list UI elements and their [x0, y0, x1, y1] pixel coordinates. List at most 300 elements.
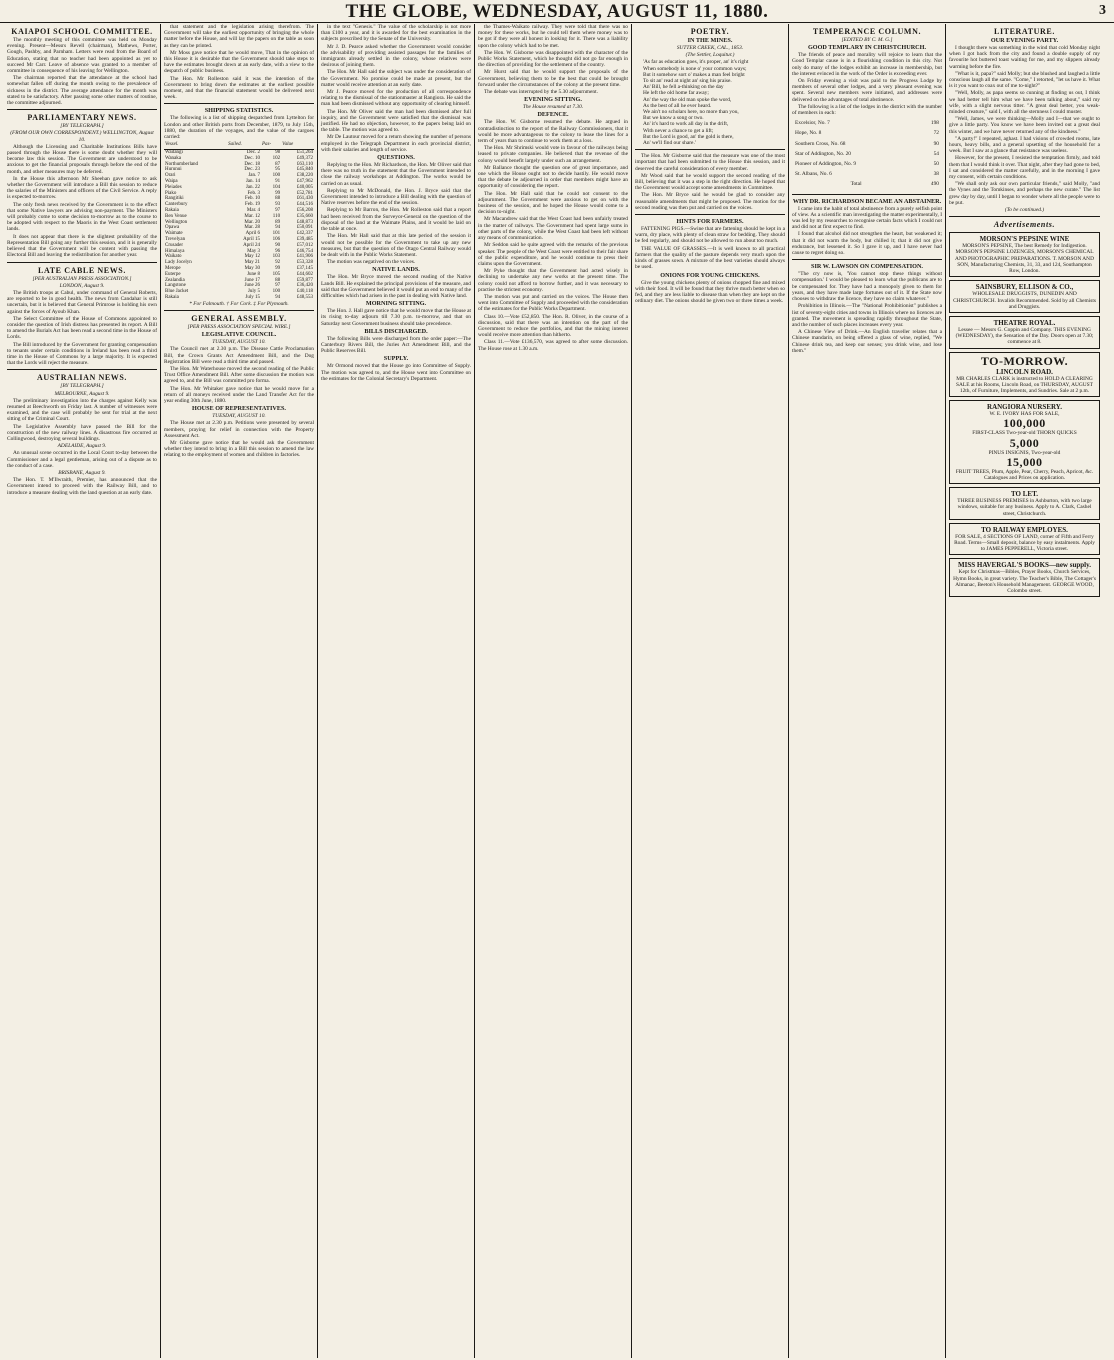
column-4: [475, 24, 632, 1358]
table-cell: 97: [275, 283, 281, 289]
poem-line: But we know a song or two.: [643, 115, 704, 122]
article-paragraph: Mr Moss gave notice that he would move, That in the opinion of this House it is desirable that the Government should take steps to have the estimates brought down at an early date, with a view to the despatch of public business.: [164, 49, 314, 75]
advert-body: FIRST-CLASS Two-year-old THORN QUICKS: [972, 430, 1077, 437]
advert-subtitle: MORSON'S PEPSINE, The best Remedy for Indigestion.: [962, 243, 1087, 250]
table-cell: Rakaia: [165, 208, 179, 214]
article-paragraph: The following is a list of the lodges in the district with the number of members in each:: [792, 103, 942, 117]
table-cell: Jan. 22: [245, 184, 260, 190]
article-paragraph: The Hon. Mr Gisborne said that the measure was one of the most important that had been submitted to the House this session, and it deserved the careful consideration of every member.: [635, 153, 785, 172]
headline-legislative-council: LEGISLATIVE COUNCIL.: [201, 331, 277, 339]
article-paragraph: The chairman reported that the attendance at the school had somewhat fallen off during the month owing to the prevalence of sickness in the district. The average attendance for the month was stated to be satisfactory. After passing some other matters of routine, the committee adjourned.: [7, 75, 157, 107]
table-cell: £47,962: [296, 179, 313, 185]
article-paragraph: I found that alcohol did not strengthen the heart, but weakened it; that it did not warm the body, but chilled it; that it did not give endurance, but lessened it. So I gave it up, and I have never had cause to regret doing so.: [792, 231, 942, 257]
table-cell: Canterbury: [165, 202, 188, 208]
table-cell: Star of Addington, No. 20: [795, 150, 852, 157]
table-cell: July 5: [247, 289, 260, 295]
table-cell: 103: [272, 254, 281, 260]
headline-bills-discharged: BILLS DISCHARGED.: [364, 327, 428, 335]
table-footnote: * For Falmouth. † For Cork. ‡ For Plymouth.: [189, 300, 289, 307]
article-paragraph: The Hon. Mr Bryce moved the second reading of the Native Lands Bill. He explained the principal provisions of the measure, and said that the Government believed it would put an end to many of the difficulties which had arisen in the past in dealing with Native land.: [321, 274, 471, 299]
article-paragraph: "The cry now is, 'You cannot stop these things without compensation.' I would be pleased to learn what the publicans are to be compensated for. They have had a monopoly given to them for years, and they have made large fortunes out of it. If the State now chooses to withdraw the licence, they have no claim whatever.": [792, 271, 942, 303]
table-cell: £48,873: [296, 219, 313, 225]
table-cell: Feb. 10: [244, 196, 260, 202]
table-cell: 91: [275, 179, 281, 185]
table-cell: St. Albans, No. 6: [795, 171, 832, 178]
advert-body: THREE BUSINESS PREMISES in Ashburton, with two large windows, suitable for any business. Apply to A. Clark, Cashel street, Christchurch.: [957, 498, 1092, 517]
headline-morning-sitting: MORNING SITTING.: [365, 300, 427, 308]
article-paragraph: The only fresh news received by the Government is to the effect that some Native lawyers are advising non-payment. The Ministers will probably come to some decision to-morrow as to the course to be adopted with respect to the Maoris in the West Coast settlement lands.: [7, 201, 157, 233]
article-paragraph: The motion was put and carried on the voices. The House then went into Committee of Supply and proceeded with the consideration of the estimates for the Public Works Department.: [478, 293, 628, 313]
table-cell: Waikato: [165, 254, 182, 260]
table-cell: 93: [275, 202, 281, 208]
table-cell: 98: [275, 150, 281, 156]
poem-line: We ain't no scholars here, no more than you,: [643, 109, 739, 116]
article-paragraph: "What is it, papa?" said Molly; but she blushed and laughed a little conscious laugh all the same. "Come," I retorted, "let us have it. What is it you want to coax out of me to-night?": [949, 70, 1100, 90]
table-cell: May 3: [247, 248, 260, 254]
section-divider: [792, 259, 942, 260]
advert-figure: 5,000: [1009, 435, 1040, 450]
section-divider: [635, 149, 785, 150]
advert-theatre: [949, 316, 1100, 349]
table-cell: 92: [275, 260, 281, 266]
article-paragraph: THE VALUE OF GRASSES.—It is well known to all practical farmers that the quality of the pasture depends very much upon the kinds of grasses sown. A mixture of the best varieties should always be used.: [635, 245, 785, 271]
article-paragraph: The motion was negatived on the voices.: [327, 259, 416, 266]
column-6: [789, 24, 946, 1358]
headline-temperance: TEMPERANCE COLUMN.: [812, 27, 922, 36]
table-row: [794, 150, 940, 158]
advert-railway: [949, 523, 1100, 556]
section-divider: [164, 103, 314, 104]
table-cell: Jan. 7: [248, 173, 260, 179]
table-cell: £46,754: [296, 248, 313, 254]
article-paragraph: Mr Seddon said he quite agreed with the remarks of the previous speaker. The people of the West Coast were entitled to their fair share of the public expenditure, and he would continue to press their claims upon the Government.: [478, 242, 628, 267]
headline-literature: LITERATURE.: [994, 27, 1055, 36]
table-cell: Lady Jocelyn: [165, 260, 192, 266]
poem-line: He left the old home far away;: [643, 90, 709, 97]
article-paragraph: The Select Committee of the House of Commons appointed to consider the question of Irish distress has presented its report. A Bill to amend the Burials Act has been read a second time in the House of Lords.: [7, 315, 157, 341]
table-cell: £44,602: [296, 271, 313, 277]
article-paragraph: Mr Hurst said that he would support the proposals of the Government, believing them to be the best that could be brought forward under the circumstances of the colony at the present time.: [478, 69, 628, 88]
table-cell: Mar. 12: [244, 213, 260, 219]
table-row: [794, 129, 940, 137]
table-cell: Southern Cross, No. 68: [795, 140, 846, 147]
table-cell: 50: [933, 161, 939, 168]
subhead: [BY TELEGRAPH.]: [60, 123, 104, 130]
poem-line: An' we'll find our share.': [643, 140, 696, 147]
advert-subtitle: W. E. IVORY HAS FOR SALE,: [989, 411, 1060, 418]
table-cell: Dec. 2: [246, 150, 260, 156]
article-paragraph: the Thames-Waikato railway. They were told that there was no money for these works, but he could tell them where money was to be got if they were all honest in looking for it. There was a liability upon the colony which had to be met.: [478, 24, 628, 49]
advert-body: Lessee — Messrs G. Coppin and Company. THIS EVENING (WEDNESDAY), the Sensation of the Day. Doors open at 7.30; commence at 8.: [955, 326, 1094, 346]
article-paragraph: Give the young chickens plenty of onions chopped fine and mixed with their food. It will be found that they thrive much better when so fed, and they are less liable to disease than when they are kept on the ordinary diet. The onions should be given two or three times a week.: [635, 279, 785, 305]
table-cell: £40,005: [296, 184, 313, 190]
newspaper-title: THE GLOBE, WEDNESDAY, AUGUST 11, 1880.: [345, 1, 769, 22]
table-cell: 87: [275, 161, 281, 167]
article-paragraph: The friends of peace and morality will rejoice to learn that the Good Templar cause is in a flourishing condition in this city. Not only do many of the lodges exhibit an increase in membership, but the interest evinced in the work of the Order is exceeding ever.: [792, 52, 942, 77]
article-paragraph: Mr Gisborne gave notice that he would ask the Government whether they intend to bring in a Bill this session to amend the law relating to the employment of women and children in factories.: [164, 440, 314, 459]
article-paragraph: The Legislative Assembly have passed the Bill for the construction of the new railway lines. A disastrous fire occurred at Collingwood, destroying several buildings.: [7, 423, 157, 442]
article-paragraph: Prohibition in Illinois.—The "National Prohibitionist" publishes a list of seventy-eight cities and towns in Illinois where no licences are granted. The movement is spreading rapidly throughout the State, and the number of such places increases every year.: [792, 303, 942, 328]
section-divider: [949, 216, 1100, 217]
headline-defence: DEFENCE.: [537, 111, 569, 119]
poem-line: But it somehow sort o' makes a man feel bright: [643, 71, 745, 78]
section-divider: [7, 262, 157, 263]
dateline: TUESDAY, AUGUST 10.: [212, 413, 266, 420]
table-cell: Piako: [165, 190, 177, 196]
table-cell: April 6: [245, 231, 260, 237]
table-cell: Rakaia: [165, 294, 179, 300]
table-cell: Mar. 4: [246, 208, 260, 214]
table-cell: Dec. 18: [244, 161, 260, 167]
column-5: [632, 24, 789, 1358]
table-cell: £44,516: [296, 202, 313, 208]
table-cell: £35,660: [296, 213, 313, 219]
article-paragraph: A Chinese View of Drink.—An English traveller relates that a Chinese mandarin, on being offered a glass of wine, replied, "We Chinese drink tea, and keep our senses; you drink wine, and lose them.": [792, 329, 942, 354]
table-cell: £45,840: [296, 167, 313, 173]
table-cell: Zealandia: [165, 277, 185, 283]
table-header: Value: [281, 141, 314, 149]
table-cell: Pleiades: [165, 184, 182, 190]
headline-hints-for-farmers: HINTS FOR FARMERS.: [676, 218, 744, 226]
article-paragraph: The debate was interrupted by the 5.30 adjournment.: [484, 89, 598, 96]
article-paragraph: Although the Licensing and Charitable Institutions Bills have passed through the House there is some doubt whether they will become law this session. The Government are understood to be anxious to get the financial proposals through before the end of the month, and other measures may be deferred.: [7, 143, 157, 175]
headline-house-of-representatives: HOUSE OF REPRESENTATIVES.: [192, 405, 286, 413]
article-paragraph: The Hon. Mr Waterhouse moved the second reading of the Public Trust Office Amendment Bill. After some discussion the motion was agreed to, and the Bill was committed pro forma.: [164, 365, 314, 385]
headline-native-lands: NATIVE LANDS.: [372, 266, 420, 274]
table-cell: June 17: [244, 277, 260, 283]
advert-sainsbury: [949, 280, 1100, 313]
article-paragraph: It does not appear that there is the slightest probability of the Representation Bill going any further this session, and it is generally believed that the Government will be content with passing the Electoral Bill and leaving the redistribution for another year.: [7, 233, 157, 259]
poem-line: An' the way the old man spoke the word,: [643, 96, 732, 103]
article-paragraph: The Hon. Mr Hall said that at this late period of the session it would not be possible for the Government to take up any new measures, but that the question of the Otago Central Railway would be dealt with in the Public Works Statement.: [321, 233, 471, 258]
table-cell: £49,372: [296, 155, 313, 161]
table-cell: £39,485: [296, 237, 313, 242]
table-cell: Waimate: [165, 231, 183, 237]
column-7: [946, 24, 1103, 1358]
table-cell: £41,906: [296, 254, 313, 260]
article-paragraph: that statement and the legislation arising therefrom. The Government will take the earliest opportunity of bringing the whole matter before the House, and will lay the papers on the table as soon as they can be printed.: [164, 24, 314, 49]
poem-line: When somebody is none o' your common ways;: [643, 65, 747, 72]
article-paragraph: Mr J. D. Pearce asked whether the Government would consider the advisability of providing assisted passages for the families of immigrants already settled in the colony, whose relatives were desirous of joining them.: [321, 43, 471, 69]
table-cell: Northumberland: [165, 161, 199, 167]
table-row: [794, 180, 940, 188]
dateline: LONDON, August 9.: [59, 282, 105, 289]
table-cell: 88: [275, 196, 281, 202]
advert-title: SAINSBURY, ELLISON & CO.,: [975, 283, 1074, 292]
advert-title: TO LET.: [1011, 490, 1038, 499]
table-cell: 99: [275, 190, 281, 196]
table-cell: Langstone: [165, 283, 186, 289]
table-cell: Hope, No. 8: [795, 130, 822, 137]
table-cell: 72: [933, 130, 939, 137]
table-cell: Trevelyan: [165, 237, 186, 242]
article-paragraph: However, for the present, I resisted the temptation firmly, and told them that I would think it over. That night, after they had gone to bed, I sat and considered the matter carefully, and in the morning I gave my consent, with certain conditions.: [949, 155, 1100, 181]
table-cell: May 21: [244, 260, 260, 266]
article-paragraph: Class 11.—Vote £136,570, was agreed to after some discussion. The House rose at 1.30 a.m.: [478, 339, 628, 352]
advert-body: MR CHARLES CLARK is instructed to HOLD A CLEARING SALE at his Rooms, Lincoln Road, on THURSDAY, AUGUST 12th, of Furniture, Implements, and Sundries. Sale at 2 p.m.: [956, 375, 1093, 394]
article-paragraph: The Council met at 2.30 p.m. The Disease Cattle Proclamation Bill, the Crown Grants Act Amendment Bill, and the Dog Registration Bill were read a third time and passed.: [164, 346, 314, 365]
table-cell: May 30: [244, 265, 260, 271]
article-paragraph: The Hon. Mr Hall said the subject was under the consideration of the Government. No promise could be made at present, but the matter would receive attention at an early date.: [321, 69, 471, 88]
article-paragraph: The Hon. Mr Hall said that he could not consent to the adjournment. The Government were anxious to get on with the business of the session, and he hoped the House would come to a decision to-night.: [478, 190, 628, 216]
section-divider: [792, 194, 942, 195]
article-paragraph: Replying to the Hon. Mr Richardson, the Hon. Mr Oliver said that there was no truth in the statement that the Government intended to close the railway workshops at Addington. The works would be carried on as usual.: [321, 162, 471, 187]
table-cell: Crusader: [165, 242, 184, 248]
table-cell: 198: [930, 120, 939, 127]
table-header: Vessel.: [164, 141, 227, 149]
table-cell: £51,264: [296, 150, 313, 156]
table-cell: Euterpe: [165, 271, 181, 277]
article-paragraph: Replying to Mr McDonald, the Hon. J. Bryce said that the Government intended to introduce a Bill dealing with the question of Native reserves before the end of the session.: [321, 187, 471, 207]
article-paragraph: Mr De Lautour moved for a return showing the number of persons employed in the Telegraph Department in each provincial district, with their salaries and length of service.: [321, 134, 471, 153]
section-divider: [7, 369, 157, 370]
table-cell: 100: [272, 173, 281, 179]
advert-title: TO RAILWAY EMPLOYES.: [981, 525, 1068, 534]
headline-lawson: SIR W. LAWSON ON COMPENSATION.: [811, 263, 923, 271]
article-paragraph: I thought there was something in the wind that cold Monday night when I got back from the city and found a double supply of my favourite hot buttered toast waiting for me, and my slippers already warming before the fire.: [949, 45, 1100, 70]
table-cell: £40,118: [296, 289, 313, 295]
advert-nursery: [949, 400, 1100, 484]
section-divider: [164, 310, 314, 311]
advert-subtitle: LINCOLN ROAD.: [996, 367, 1053, 376]
article-paragraph: An unusual scene occurred in the Local Court to-day between the Commissioner and a legal gentleman, arising out of a dispute as to the conduct of a case.: [7, 450, 157, 469]
advert-morson: [949, 232, 1100, 277]
headline-good-templary: GOOD TEMPLARY IN CHRISTCHURCH.: [807, 44, 927, 52]
article-paragraph: in the text "Genesis." The value of the scholarship is not more than £100 a year, and it is awarded for the best examination in the subjects prescribed by the Senate of the University.: [321, 24, 471, 43]
article-paragraph: Mr J. Pearce moved for the production of all correspondence relating to the dismissal of the stationmaster at Rangiora. He said the man had been dismissed without any opportunity of clearing himself.: [321, 89, 471, 108]
advert-figure: 100,000: [1003, 416, 1046, 431]
column-3: [318, 24, 475, 1358]
table-cell: Waipa: [165, 179, 178, 185]
newspaper-columns: [4, 24, 1110, 1358]
table-cell: £52,781: [296, 190, 313, 196]
article-paragraph: Mr Macandrew said that the West Coast had been unfairly treated in the matter of railways. The Government had spent large sums in other parts of the colony, while the West Coast had been left without any means of communication.: [478, 216, 628, 242]
article-paragraph: The Bill introduced by the Government for granting compensation to tenants under certain conditions in Ireland has been read a third time in the House of Commons by a large majority. It is expected that the Lords will reject the measure.: [7, 341, 157, 367]
advert-title: THEATRE ROYAL.: [993, 318, 1056, 327]
table-cell: Pioneer of Addington, No. 9: [795, 161, 857, 168]
dateline: SUTTER CREEK, CAL., 1853.: [676, 45, 744, 51]
table-header: Pas-: [261, 141, 281, 149]
table-row: [794, 170, 940, 178]
table-cell: 89: [275, 219, 281, 225]
poem-line: To sit an' read at night an' sing his praise.: [643, 78, 732, 85]
column-2: [161, 24, 318, 1358]
table-cell: April 24: [243, 242, 260, 248]
advert-body: Kept for Christmas—Bibles, Prayer Books, Church Services, Hymn Books, in great variety. The Teacher's Bible, The Cottager's Almanac, Beeton's Household Management. GEORGE WOOD, Colombo street.: [953, 569, 1096, 594]
advert-body: FRUIT TREES, Plum, Apple, Pear, Cherry, Peach, Apricot, &c.: [955, 468, 1094, 475]
lodge-table: [792, 117, 942, 190]
table-cell: £56,208: [296, 208, 313, 214]
table-row: [794, 160, 940, 168]
article-paragraph: Replying to Mr Barron, the Hon. Mr Rolleston said that a report had been received from the Surveyor-General on the question of the disposal of the land at the Waimate Plains, and it would be laid on the table at once.: [321, 207, 471, 233]
table-cell: Feb. 19: [244, 202, 260, 208]
poem-line: With never a chance to get a lift;: [643, 127, 714, 134]
article-paragraph: "Well, James, we were thinking—Molly and I—that we ought to give a little party. You know we have been invited out a great deal this winter, and we have never returned any of the kindness.": [949, 116, 1100, 135]
headline-poetry: POETRY.: [690, 27, 730, 36]
dateline: BRISBANE, August 9.: [58, 469, 106, 476]
headline-supply: SUPPLY.: [383, 355, 409, 363]
column-1: [4, 24, 161, 1358]
table-cell: Wellington: [165, 219, 188, 225]
headline-advertisements: Advertisements.: [993, 220, 1056, 230]
article-paragraph: The British troops at Cabul, under command of General Roberts, are reported to be in good health. The news from Candahar is still uncertain, but it is believed that General Primrose is holding his own against the forces of Ayoub Khan.: [7, 289, 157, 315]
table-cell: July 15: [245, 294, 260, 300]
article-paragraph: The Hon. Mr Rolleston said it was the intention of the Government to bring down the estimates at the earliest possible moment, and that the financial statement would be delivered next week.: [164, 75, 314, 101]
lodge-table-body: [794, 119, 940, 178]
table-cell: 90: [933, 140, 939, 147]
table-row: [794, 140, 940, 148]
table-cell: May 12: [244, 254, 260, 260]
article-paragraph: Mr Ballance thought the question one of great importance, and one which the House ought not to decide hastily. He would move that the debate be adjourned in order that members might have an opportunity of considering the report.: [478, 164, 628, 190]
table-cell: June 8: [247, 271, 260, 277]
advert-body: PINUS INSIGNIS, Two-year-old: [988, 449, 1061, 456]
article-paragraph: "Well, Molly, as papa seems so cunning at finding us out, I think we had better tell him what we have been talking about," said my wife, with a slight nervous titter. "A great deal better, you weak-minded creature," said I, with all the sternness I could muster.: [949, 90, 1100, 116]
story-title: OUR EVENING PARTY.: [990, 37, 1059, 44]
table-cell: 94: [275, 294, 281, 300]
table-cell: £63,110: [296, 161, 313, 167]
article-paragraph: The following is a list of shipping despatched from Lyttelton for London and other British ports from December, 1879, to July 15th, 1880, the duration of the voyages, and the value of the cargoes carried:: [164, 115, 314, 141]
article-paragraph: The Hon. Mr Whitaker gave notice that he would move for a return of all moneys received under the Land Transfer Act for the year ending 30th June, 1880.: [164, 385, 314, 404]
table-cell: £61,430: [296, 196, 313, 202]
advert-to-let: [949, 487, 1100, 520]
article-paragraph: The Hon. Mr Bryce said he would be glad to consider any reasonable amendments that might be proposed. The motion for the second reading was then put and carried on the voices.: [635, 192, 785, 211]
shipping-table: [164, 141, 314, 301]
masthead: [0, 0, 1114, 23]
table-cell: Dec. 10: [244, 155, 260, 161]
dateline: MELBOURNE, August 9.: [54, 390, 110, 397]
article-paragraph: Mr Wood said that he would support the second reading of the Bill, believing that it was a step in the right direction. He hoped that the Government would accept some amendments in Committee.: [635, 172, 785, 192]
continued-note: (To be continued.): [1004, 207, 1045, 214]
table-cell: June 26: [244, 283, 260, 289]
table-header: Sailed.: [227, 141, 261, 149]
table-cell: Hurunui: [165, 167, 182, 173]
poem-line: An' Bill, he fell a-thinking on the day: [643, 84, 724, 91]
table-cell: Waitangi: [165, 150, 183, 156]
subhead: [PER PRESS ASSOCIATION SPECIAL WIRE.]: [187, 323, 291, 330]
advert-books: [949, 558, 1100, 597]
table-cell: £59,877: [296, 277, 313, 283]
table-cell: £38,220: [296, 173, 313, 179]
headline-questions: QUESTIONS.: [377, 154, 415, 162]
poem-line: An' it's hard to work all day in the drift,: [643, 121, 729, 128]
table-cell: 105: [272, 271, 281, 277]
poem-title: IN THE MINES.: [687, 37, 733, 44]
table-cell: 54: [933, 150, 939, 157]
table-cell: Opawa: [165, 225, 180, 231]
advert-footer: Catalogues and Prices on application.: [984, 474, 1065, 481]
page-number: 3: [1099, 3, 1106, 18]
table-cell: Merope: [165, 265, 181, 271]
table-cell: Dec. 23: [244, 167, 260, 173]
table-cell: 99: [275, 265, 281, 271]
table-row: [794, 119, 940, 127]
advert-body: WHOLESALE DRUGGISTS, DUNEDIN AND CHRISTCHURCH. Invalids Recommended. Sold by all Chemists and Druggists.: [953, 291, 1096, 310]
table-cell: 95: [275, 167, 281, 173]
table-cell: 101: [272, 231, 281, 237]
table-cell: Rangitiki: [165, 196, 184, 202]
article-paragraph: The Hon. W. Gisborne resumed the debate. He argued in contradistinction to the report of the Railway Commissioners, that it would be more advantageous to the colony to lease the lines for a term of years than to continue to work them at a loss.: [478, 119, 628, 145]
article-paragraph: "We shall only ask our own particular friends," said Molly, "and the Vynes and the Tomkinses, and perhaps the new curate." The list grew day by day, until I began to wonder where all the people were to be put.: [949, 181, 1100, 206]
article-paragraph: The Hon. W. Gisborne was disappointed with the character of the Public Works Statement, which he thought did not go far enough in the direction of providing for the settlement of the country.: [478, 49, 628, 69]
table-cell: £57,012: [296, 242, 313, 248]
section-divider: [7, 109, 157, 110]
table-cell: Blue Jacket: [165, 289, 189, 295]
dateline: (FROM OUR OWN CORRESPONDENT.) WELLINGTON, August 10.: [10, 130, 154, 143]
advert-title: MISS HAVERGAL'S BOOKS—new supply.: [958, 561, 1091, 570]
table-cell: 102: [272, 155, 281, 161]
headline-onions: ONIONS FOR YOUNG CHICKENS.: [660, 271, 760, 279]
table-cell: April 15: [243, 237, 260, 242]
table-cell: £53,328: [296, 260, 313, 266]
table-cell: £37,145: [296, 265, 313, 271]
table-cell: Feb. 3: [247, 190, 260, 196]
dateline: The House resumed at 7.30.: [522, 104, 584, 111]
section-divider: [635, 214, 785, 215]
advert-body: FOR SALE, 4 SECTIONS OF LAND, corner of Fifth and Ferry Road. Terms—Small deposit, balance by easy instalments. Apply to JAMES PEPPERELL, Victoria street.: [954, 533, 1095, 553]
advert-body: MORSON'S PEPSINE LOZENGES, MORSON'S CHEMICAL AND PHOTOGRAPHIC PREPARATIONS. T. MORSON AND SON, Manufacturing Chemists, 31, 33, and 124, Southampton Row, London.: [955, 249, 1094, 275]
subhead: [BY TELEGRAPH.]: [60, 383, 104, 390]
table-cell: 104: [272, 184, 281, 190]
article-paragraph: The Hon. Mr Shrimski would vote in favour of the railways being leased to private companies. He believed that the revenue of the colony would benefit largely under such an arrangement.: [478, 145, 628, 164]
table-cell: £48,553: [296, 294, 313, 300]
poem-body: [635, 59, 785, 146]
poem-line: But the Lord is good, an' the gold is there,: [643, 133, 734, 140]
table-cell: 90: [275, 242, 281, 248]
headline-parliamentary: PARLIAMENTARY NEWS.: [27, 113, 137, 123]
table-cell: 97: [275, 208, 281, 214]
article-paragraph: FATTENING PIGS.—Swine that are fattening should be kept in a warm, dry place, with plenty of clean straw for bedding. They should be fed regularly, and should not be allowed to run about too much.: [635, 226, 785, 245]
article-paragraph: Mr Ormond moved that the House go into Committee of Supply. The motion was agreed to, and the House went into Committee on the estimates for the Colonial Secretary's Department.: [321, 363, 471, 382]
article-paragraph: The Hon. T. M'Ilwraith, Premier, has announced that the Government intend to proceed with the Railway Bill, and to introduce a measure dealing with the land question at an early date.: [7, 477, 157, 496]
table-cell: Excelsior, No. 7: [795, 120, 830, 127]
poem-line: 'As far as education goes, it's proper, an' it's right: [643, 59, 749, 66]
article-paragraph: In the House this afternoon Mr Sheehan gave notice to ask whether the Government will introduce a Bill this session to reduce the salaries of the Ministers and officers of the Civil Service. A reply is expected to-morrow.: [7, 175, 157, 201]
headline-australian-news: AUSTRALIAN NEWS.: [36, 373, 128, 383]
article-paragraph: The Hon. Mr Oliver said the man had been dismissed after full inquiry, and the Government were satisfied that the dismissal was justified. He had no objection, however, to the papers being laid on the table. The motion was agreed to.: [321, 108, 471, 134]
table-cell: £42,337: [296, 231, 313, 237]
headline-general-assembly: GENERAL ASSEMBLY.: [191, 313, 287, 323]
shipping-table-body: [164, 150, 314, 301]
dateline: TUESDAY, AUGUST 10.: [212, 339, 266, 346]
subhead: (The Settler, Loquitur.): [685, 52, 735, 59]
total-label: Total: [850, 181, 862, 188]
article-paragraph: "A party!" I repeated, aghast. I had visions of crowded rooms, late hours, heavy bills, and a general upsetting of the household for a week. But I saw at a glance that resistance was useless.: [949, 135, 1100, 155]
table-cell: Jan. 14: [245, 179, 260, 185]
headline-kaiapoi: KAIAPOI SCHOOL COMMITTEE.: [11, 27, 153, 36]
table-cell: 94: [275, 225, 281, 231]
advert-title: RANGIORA NURSERY.: [987, 403, 1062, 412]
headline-cable-news: LATE CABLE NEWS.: [38, 265, 126, 275]
advert-figure: 15,000: [1006, 454, 1043, 469]
table-cell: 96: [275, 248, 281, 254]
headline-evening-sitting: EVENING SITTING.: [524, 96, 582, 104]
table-cell: 100: [272, 289, 281, 295]
article-paragraph: The House met at 2.30 p.m. Petitions were presented by several members, praying for relief in connection with the Property Assessment Act.: [164, 420, 314, 439]
advert-title: TO-MORROW.: [980, 353, 1069, 368]
table-cell: 110: [272, 213, 281, 219]
table-cell: 106: [272, 237, 281, 242]
headline-richardson: WHY DR. RICHARDSON BECAME AN ABSTAINER.: [792, 197, 942, 205]
table-cell: Wanaka: [165, 155, 181, 161]
table-cell: Mar. 28: [244, 225, 260, 231]
article-paragraph: The Hon. J. Hall gave notice that he would move that the House at its rising to-day adjourn till 7.30 p.m. to-morrow, and that on Saturday next Government business should take precedence.: [321, 308, 471, 327]
article-paragraph: The preliminary investigation into the charges against Kelly was resumed at Beechworth on Friday last. A number of witnesses were examined, and the case will probably be sent for trial at the next sitting of the Criminal Court.: [7, 397, 157, 423]
article-paragraph: On Friday evening a visit was paid to the Progress Lodge by members of several other lodges, and a very pleasant evening was spent. Several new members were initiated, and addresses were delivered on the advantages of total abstinence.: [792, 78, 942, 103]
table-cell: Orari: [165, 173, 176, 179]
article-paragraph: The monthly meeting of this committee was held on Monday evening. Present—Messrs Revell (chairman), Mathews, Porter, Gough, Pashby, and Parnham. Letters were read from the Board of Education, stating that no teacher had been appointed as yet to succeed Mr Carr. Leave of absence was granted to a member of committee in consequence of his leaving for Wellington.: [7, 37, 157, 75]
article-paragraph: The following Bills were discharged from the order paper:—The Canterbury Rivers Bill, the Juries Act Amendment Bill, and the Public Reserves Bill.: [321, 335, 471, 355]
advert-title: MORSON'S PEPSINE WINE: [979, 235, 1070, 244]
